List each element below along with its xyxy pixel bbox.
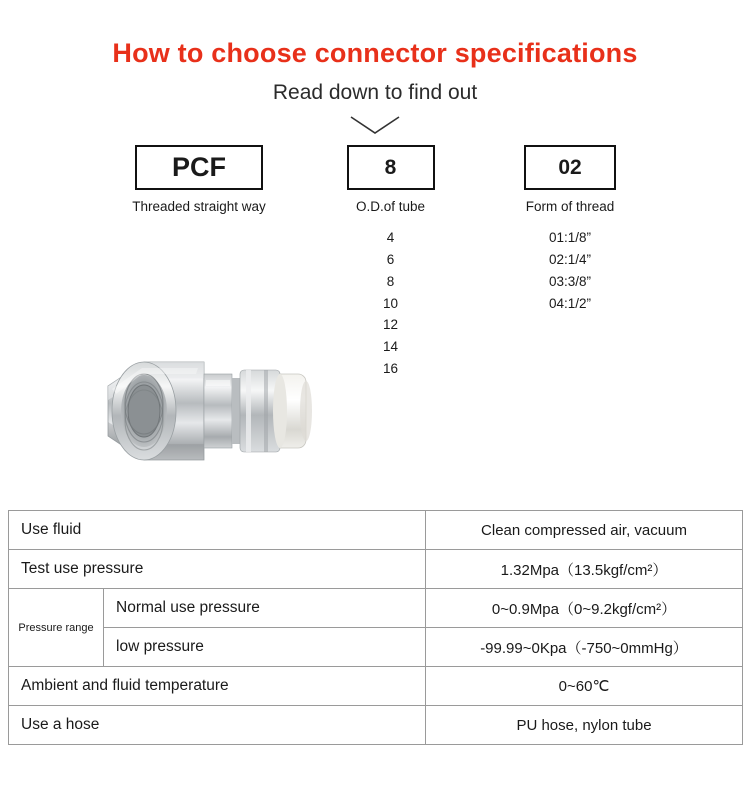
- spec-value: 0~60℃: [426, 667, 743, 706]
- list-item: 01:1/8”: [548, 230, 592, 245]
- list-item: 16: [382, 361, 399, 377]
- code-box-thread-form: 02: [524, 145, 616, 190]
- spec-label: Normal use pressure: [104, 589, 426, 628]
- list-item: 12: [382, 317, 399, 333]
- code-box-tube-od: 8: [347, 145, 435, 190]
- spec-label: Use a hose: [9, 706, 426, 745]
- page-title: How to choose connector specifications: [112, 38, 638, 68]
- spec-value: PU hose, nylon tube: [426, 706, 743, 745]
- code-options-thread-form: [549, 227, 591, 314]
- table-row: [9, 628, 743, 667]
- code-caption-series: Threaded straight way: [132, 199, 266, 214]
- list-item: 10: [382, 295, 399, 311]
- spec-label: low pressure: [104, 628, 426, 667]
- spec-label: Ambient and fluid temperature: [9, 667, 426, 706]
- spec-value: Clean compressed air, vacuum: [426, 511, 743, 550]
- code-options-tube-od: [318, 227, 463, 380]
- chevron-down-icon: [0, 113, 750, 139]
- page-subtitle: Read down to find out: [272, 81, 478, 104]
- table-row: [9, 706, 743, 745]
- spec-label: Test use pressure: [9, 550, 426, 589]
- code-box-series: PCF: [135, 145, 263, 190]
- list-item: 4: [386, 230, 395, 245]
- list-item: 02:1/4”: [548, 251, 592, 267]
- code-caption-tube-od: O.D.of tube: [355, 199, 426, 214]
- table-row: [9, 550, 743, 589]
- spec-value: 1.32Mpa（13.5kgf/cm²）: [426, 550, 743, 589]
- product-image: [78, 334, 316, 489]
- list-item: 6: [386, 251, 395, 267]
- list-item: 03:3/8”: [548, 273, 592, 289]
- table-row: [9, 511, 743, 550]
- list-item: 14: [382, 339, 399, 355]
- list-item: 8: [386, 273, 395, 289]
- list-item: 04:1/2”: [548, 295, 592, 311]
- spec-value: -99.99~0Kpa（-750~0mmHg）: [426, 628, 743, 667]
- spec-label: Use fluid: [9, 511, 426, 550]
- table-row: [9, 589, 743, 628]
- code-column-tube-od: [318, 145, 463, 380]
- code-breakdown: [0, 145, 750, 377]
- table-row: [9, 667, 743, 706]
- spec-value: 0~0.9Mpa（0~9.2kgf/cm²）: [426, 589, 743, 628]
- specification-table: [8, 510, 743, 745]
- spec-group-label: Pressure range: [9, 589, 104, 667]
- code-column-series: [104, 145, 294, 214]
- code-column-thread-form: [490, 145, 650, 314]
- code-caption-thread-form: Form of thread: [525, 199, 615, 214]
